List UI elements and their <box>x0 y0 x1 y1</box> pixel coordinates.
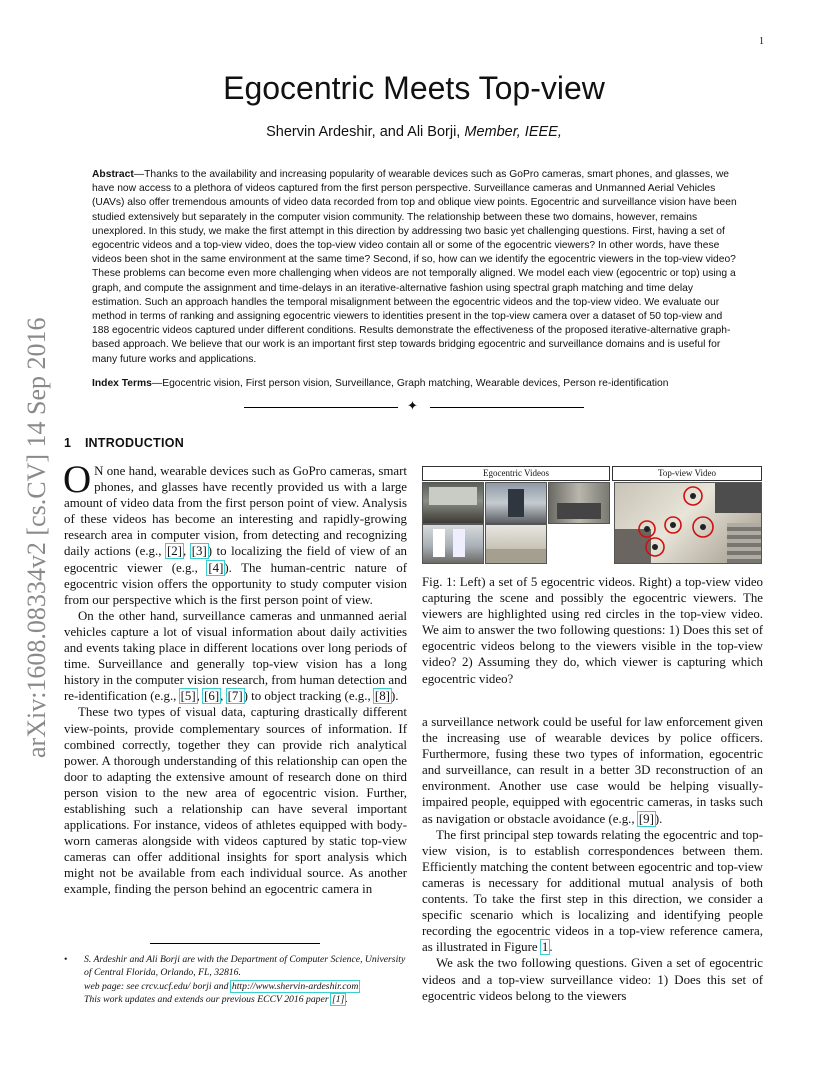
index-terms-text: —Egocentric vision, First person vision, Surveillance, Graph matching, Wearable devices, Person re-identification <box>151 378 669 389</box>
footnote-note: This work updates and extends our previous ECCV 2016 paper <box>84 993 332 1005</box>
text-run: , <box>220 689 227 704</box>
section-heading <box>64 436 184 450</box>
figure-caption: Fig. 1: Left) a set of 5 egocentric videos. Right) a top-view video capturing the scene and possibly the egocentric viewers. The viewers are highlighted using red circles in the top-view video. We aim to answer the two following questions: 1) Does this set of egocentric videos belong to the viewers visible in the top-view video? 2) Assuming they do, which viewer is capturing which egocentric video? <box>422 575 763 686</box>
citation-link[interactable]: [3] <box>191 544 207 559</box>
right-paragraph-1 <box>422 714 763 827</box>
left-column <box>63 458 407 898</box>
index-terms <box>92 378 752 389</box>
homepage-link[interactable]: http://www.shervin-ardeshir.com <box>231 980 359 992</box>
right-paragraph-3: We ask the two following questions. Given a set of egocentric videos and a top-view surveillance video: 1) Does this set of egocentric videos belong to the viewers <box>422 956 763 1003</box>
section-title-rest: NTRODUCTION <box>88 436 185 450</box>
text-run: The first principal step towards relating the egocentric and top-view vision, is to establish correspondences between them. Efficiently matching the content between egocentric and top-view cameras is necessary for additional mutual analysis of both contents. To take the first step in this direction, we consider a specific scenario which is localizing and identifying people recording the egocentric videos in a top-view reference camera, as illustrated in Figure <box>422 827 763 955</box>
intro-paragraph-2 <box>64 608 407 705</box>
footnote <box>64 953 407 1006</box>
arxiv-stamp: arXiv:1608.08334v2 [cs.CV] 14 Sep 2016 <box>22 317 51 758</box>
section-number: 1 <box>64 436 71 450</box>
footnote-rule <box>150 943 320 944</box>
figure-1 <box>422 466 762 566</box>
citation-link[interactable]: [4] <box>208 560 224 575</box>
citation-link[interactable]: [8] <box>374 689 390 704</box>
text-run: . <box>549 940 553 955</box>
abstract-text: —Thanks to the availability and increasing popularity of wearable devices such as GoPro cameras, smart phones, and glasses, we have now access to a plethora of videos captured from the first person perspective. Surveillance cameras and Unmanned Aerial Vehicles (UAVs) also offer tremendous amounts of video data recorded from top and oblique view points. Egocentric and surveillance vision have been studied extensively but separately in the computer vision community. The relationship between these two domains, however, remains unexplored. In this study, we make the first attempt in this direction by addressing two basic yet challenging questions. First, having a set of egocentric videos and a top-view video, does the top-view video contain all or some of the egocentric viewers? In other words, have these videos been shot in the same environment at the same time? Second, if so, how can we identify the egocentric viewers in the top-view video? These problems can become even more challenging when videos are not temporally aligned. We model each view (egocentric or top) using a graph, and compute the assignment and time-delays in an iterative-alternative fashion using spectral graph matching and time delay estimation. Such an approach handles the temporal misalignment between the egocentric videos and the top-view video. We evaluate our method in terms of ranking and assigning egocentric viewers to identities present in the top-view camera over a dataset of 50 top-view and 188 egocentric videos captured under different conditions. Results demonstrate the effectiveness of the proposed iterative-alternative graph-based approach. We believe that our work is an important first step towards bridging egocentric and surveillance domains and is useful for many future works and applications. <box>92 169 737 365</box>
section-title-initial: I <box>84 436 89 450</box>
text-run: ). The human-centric nature of egocentric vision offers the opportunity to study computer vision from our perspective which is the first person point of view. <box>64 560 407 607</box>
citation-link[interactable]: [2] <box>166 544 182 559</box>
text-run: N one hand, wearable devices such as GoPro cameras, smart phones, and glasses have recently provided us with a large amount of video data from the first person point of view. Analysis of these videos has become an interesting and rapidly-growing research area in computer vision, from detecting and recognizing daily actions (e.g., <box>64 464 407 559</box>
right-column <box>422 714 763 1004</box>
author-names: Shervin Ardeshir, and Ali Borji, <box>266 124 461 140</box>
text-run: ) to localizing the field of view of an egocentric viewer (e.g., <box>64 544 407 575</box>
citation-link[interactable]: [6] <box>204 689 220 704</box>
figure-link[interactable]: 1 <box>541 940 549 955</box>
footnote-webpage: web page: see crcv.ucf.edu/ borji and <box>84 980 231 992</box>
index-terms-label: Index Terms <box>92 378 152 389</box>
egocentric-frame-5 <box>485 524 547 564</box>
figure-header-topview: Top-view Video <box>612 466 762 481</box>
intro-paragraph-1 <box>63 458 407 608</box>
footnote-affiliation: S. Ardeshir and Ali Borji are with the Department of Computer Science, University of Central Florida, Orlando, FL, 32816. <box>84 954 406 979</box>
viewer-circles <box>615 483 761 563</box>
text-run: ) to object tracking (e.g., <box>243 689 374 704</box>
text-run: a surveillance network could be useful for law enforcement given the increasing use of wearable devices by police officers. Furthermore, fusing these two types of information, egocentric and surveillance, can result in a better 3D reconstruction of an environment. Another use case would be helping visually-impaired people, equipped with egocentric cameras, in tasks such as navigation or obstacle avoidance (e.g., <box>422 715 763 826</box>
text-run: . <box>345 993 348 1005</box>
text-run: ). <box>654 811 663 826</box>
author-role: Member, IEEE, <box>464 124 562 140</box>
citation-link[interactable]: [9] <box>638 811 654 826</box>
diamond-icon: ✦ <box>407 398 418 413</box>
authors <box>0 124 828 140</box>
egocentric-frame-4 <box>422 524 484 564</box>
intro-paragraph-3: These two types of visual data, capturing drastically different view-points, provide complementary sources of information. If combined correctly, together they can provide rich analytical power. A thorough understanding of this relationship can open the door to adapting the extensive amount of research done on third person vision to the new area of egocentric vision. Further, establishing such a relationship can have several important applications. For instance, videos of athletes equipped with body-worn cameras alongside with videos captured by static top-view cameras can offer additional insights for sport analysis which might not be available from each individual source. As another example, finding the person behind an egocentric camera in <box>64 705 407 897</box>
abstract <box>92 168 738 367</box>
figure-header-egocentric: Egocentric Videos <box>422 466 610 481</box>
egocentric-frame-3 <box>548 482 610 524</box>
egocentric-frame-2 <box>485 482 547 524</box>
paper-title: Egocentric Meets Top-view <box>223 70 605 106</box>
text-run: ). <box>390 689 399 704</box>
right-paragraph-2 <box>422 827 763 956</box>
citation-link[interactable]: [5] <box>180 689 196 704</box>
page-number: 1 <box>759 36 764 47</box>
citation-link[interactable]: [1] <box>332 993 345 1005</box>
abstract-label: Abstract <box>92 169 134 180</box>
egocentric-frame-1 <box>422 482 484 524</box>
citation-link[interactable]: [7] <box>227 689 243 704</box>
footnote-bullet: • <box>64 954 68 965</box>
section-separator <box>244 400 584 414</box>
top-view-frame <box>614 482 762 564</box>
drop-cap: O <box>63 458 92 501</box>
text-run: , <box>182 544 191 559</box>
text-run: , <box>196 689 204 704</box>
text-run: On the other hand, surveillance cameras and unmanned aerial vehicles capture a lot of visual information about daily activities and events taking place in different locations over long periods of time. Surveillance and generally top-view vision has a long history in the computer vision research, from human detection and re-identification (e.g., <box>64 608 407 704</box>
